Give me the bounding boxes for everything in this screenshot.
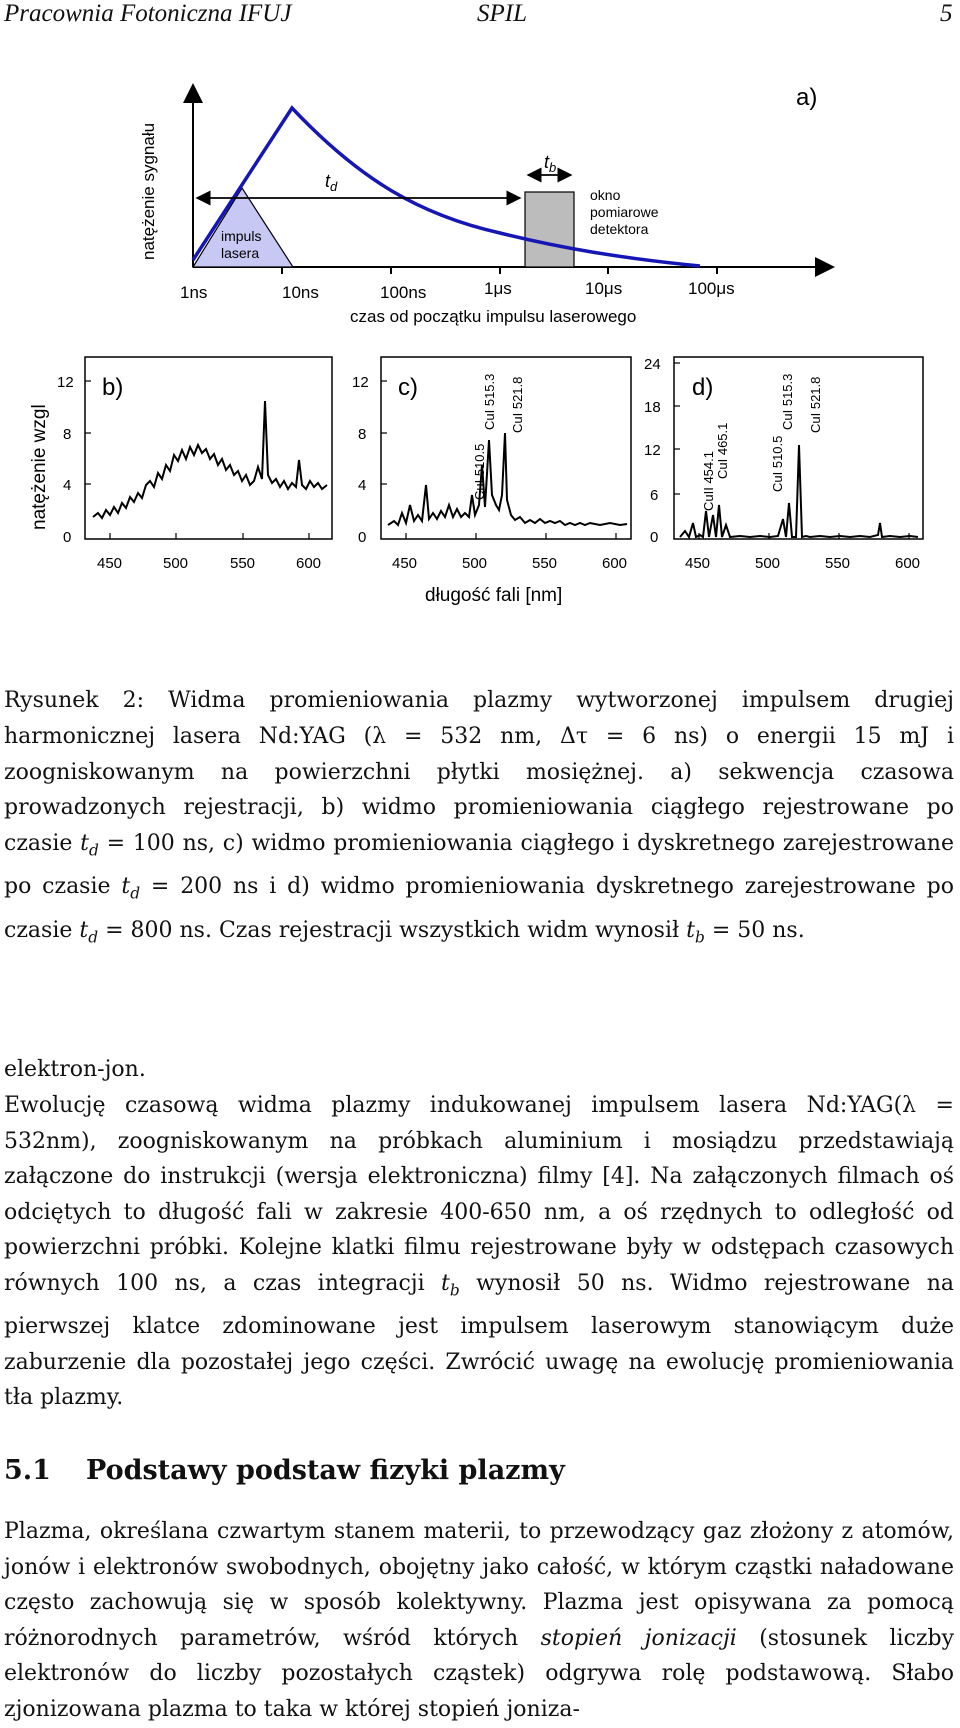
panel-label-d: d)	[692, 374, 714, 401]
d-ytick: 12	[644, 442, 661, 459]
window-label-1: okno	[590, 187, 621, 203]
section-title: Podstawy podstaw fizyki plazmy	[86, 1455, 565, 1486]
pulse-label-2: lasera	[221, 245, 260, 261]
caption-td-value: 200 ns	[180, 874, 259, 900]
figure-spectra	[0, 355, 960, 610]
tick-10ns: 10ns	[282, 283, 319, 302]
panel-a-ylabel: natężenie sygnału	[139, 122, 158, 260]
paragraph: elektron-jon.	[4, 1057, 146, 1082]
spectrum-c-line	[388, 433, 627, 525]
caption-text: i d) widmo promieniowania dyskretnego zarejestrowane po czasie	[4, 874, 954, 943]
d-ytick: 24	[644, 356, 661, 373]
caption-td-value: 800 ns	[130, 917, 205, 943]
c-line-label: CuI 521.8	[510, 376, 525, 433]
section-heading	[4, 1455, 565, 1486]
paragraph-text: (stosunek liczby elektronów do liczby pozostałych cząstek) odgrywa rolę podstawową. Słabo zjonizowana plazma to taka w której stopień joniza-	[4, 1625, 955, 1722]
tick-100us: 100μs	[688, 279, 735, 298]
paragraph-text: wynosił 50 ns. Widmo rejestrowane na pierwszej klatce zdominowane jest impulsem laserowym stanowiącym duże zaburzenie dla pozostałej jego części. Zwrócić uwagę na ewolucję promieniowania tła plazmy.	[4, 1270, 954, 1411]
figure-caption: Rysunek 2: Widma promieniowania plazmy wytworzonej impulsem drugiej harmonicznej lasera Nd:YAG (λ = 532 nm, Δτ = 6 ns) o energii 15 mJ i zoogniskowanym na powierzchni płytki mosiężnej. a) sekwencja czasowa prowadzonych rejestracji, b) widmo promieniowania ciągłego rejestrowane po czasie $t_d = 100$ ns, c) widmo promieniowania ciągłego i dyskretnego zarejestrowane po czasie $t_d = 200$ ns i d) widmo promieniowania dyskretnego zarejestrowane po czasie $t_d = 800$ ns. Czas rejestracji wszystkich widm wynosił $t_b = 50$ ns.	[4, 688, 954, 946]
caption-text: . Czas rejestracji wszystkich widm wynosił	[204, 917, 687, 943]
c-xtick: 450	[392, 555, 418, 572]
d-xtick: 450	[685, 555, 711, 572]
d-line-label: CuII 454.1	[701, 451, 716, 511]
running-header	[0, 0, 960, 28]
panel-label-a: a)	[796, 84, 818, 111]
caption-text: , c) widmo promieniowania ciągłego i dyskretnego zarejestrowane po czasie	[4, 831, 954, 900]
paragraph-text: Plazma, określana czwartym stanem materii, to przewodzący gaz złożony z atomów, jonów i elektronów swobodnych, obojętny jako całość, w którym cząstki naładowane często zachowują się w sposób kolektywny. Plazma jest opisywana za pomocą różnorodnych parametrów, wśród których	[4, 1519, 954, 1651]
window-label-2: pomiarowe	[590, 204, 659, 220]
panel-a-xlabel: czas od początku impulsu laserowego	[350, 307, 637, 326]
tick-100ns: 100ns	[380, 283, 427, 302]
b-ytick: 8	[63, 426, 72, 443]
c-ytick: 0	[358, 529, 367, 546]
emphasis-term: stopień jonizacji	[540, 1625, 737, 1651]
d-line-label: CuI 510.5	[770, 435, 785, 492]
spectra-ylabel: natężenie wzgl	[29, 404, 50, 530]
panel-label-c: c)	[398, 374, 418, 401]
d-ytick: 18	[644, 399, 661, 416]
b-ytick: 4	[63, 477, 72, 494]
td-label: $t_d$	[325, 171, 338, 194]
b-xtick: 600	[296, 555, 322, 572]
spectrum-b-line	[93, 401, 327, 518]
d-line-label: CuI 515.3	[780, 373, 795, 430]
caption-text: .	[797, 917, 805, 943]
b-xtick: 550	[230, 555, 256, 572]
tick-1ns: 1ns	[180, 283, 208, 302]
section-number: 5.1	[4, 1455, 51, 1486]
panel-c	[352, 357, 631, 572]
tick-1us: 1μs	[484, 279, 512, 298]
c-xtick: 600	[602, 555, 628, 572]
c-xtick: 500	[462, 555, 488, 572]
b-ytick: 12	[57, 374, 74, 391]
window-label-3: detektora	[590, 221, 649, 237]
c-line-label: CuI 510.5	[472, 443, 487, 500]
d-ytick: 6	[650, 487, 659, 504]
d-ytick: 0	[650, 529, 659, 546]
d-line-label: CuI 465.1	[715, 422, 730, 479]
d-xtick: 500	[755, 555, 781, 572]
panel-b	[57, 357, 332, 572]
d-line-label: CuI 521.8	[808, 376, 823, 433]
paragraph	[4, 1514, 954, 1728]
c-ytick: 4	[358, 477, 367, 494]
caption-td-value: 100 ns	[132, 831, 209, 857]
pulse-label-1: impuls	[221, 228, 262, 244]
caption-prefix: Rysunek 2:	[4, 688, 145, 713]
c-ytick: 8	[358, 426, 367, 443]
caption-text: Widma promieniowania plazmy wytworzonej impulsem drugiej harmonicznej lasera Nd:YAG (λ = 532 nm, Δτ = 6 ns) o energii 15 mJ i zoogniskowanym na powierzchni płytki mosiężnej. a) sekwencja czasowa prowadzonych rejestracji, b) widmo promieniowania ciągłego rejestrowane po czasie	[4, 688, 954, 857]
figure-panel-a	[0, 70, 960, 340]
b-xtick: 500	[163, 555, 189, 572]
page-number: 5	[940, 0, 953, 27]
d-xtick: 600	[895, 555, 921, 572]
detector-window	[525, 192, 574, 267]
header-center: SPIL	[477, 0, 527, 27]
c-xtick: 550	[532, 555, 558, 572]
c-line-label: CuI 515.3	[482, 373, 497, 430]
b-xtick: 450	[97, 555, 123, 572]
spectra-xlabel: długość fali [nm]	[425, 585, 563, 606]
d-xtick: 550	[825, 555, 851, 572]
caption-tb-value: 50 ns	[737, 917, 798, 943]
tb-label: $t_b$	[544, 152, 557, 175]
paragraph: Ewolucję czasową widma plazmy indukowanej impulsem lasera Nd:YAG(λ = 532nm), zoogniskowanym na próbkach aluminium i mosiądzu przedstawiają załączone do instrukcji (wersja elektroniczna) filmy [4]. Na załączonych filmach oś odciętych to długość fali w zakresie 400-650 nm, a oś rzędnych to odległość od powierzchni próbki. Kolejne klatki filmu rejestrowane były w odstępach czasowych równych 100 ns, a czas integracji $t_b$ wynosił 50 ns. Widmo rejestrowane na pierwszej klatce zdominowane jest impulsem laserowym stanowiącym duże zaburzenie dla pozostałej jego części. Zwrócić uwagę na ewolucję promieniowania tła plazmy.	[4, 1093, 954, 1411]
panel-d	[644, 356, 923, 572]
panel-label-b: b)	[102, 374, 124, 401]
b-ytick: 0	[63, 529, 72, 546]
c-ytick: 12	[352, 374, 369, 391]
paragraph-text: Ewolucję czasową widma plazmy indukowanej impulsem lasera Nd:YAG(λ = 532nm), zoogniskowanym na próbkach aluminium i mosiądzu przedstawiają załączone do instrukcji (wersja elektroniczna) filmy [4]. Na załączonych filmach oś odciętych to długość fali w zakresie 400-650 nm, a oś rzędnych to odległość od powierzchni próbki. Kolejne klatki filmu rejestrowane były w odstępach czasowych równych 100 ns, a czas integracji	[4, 1093, 954, 1296]
header-left: Pracownia Fotoniczna IFUJ	[4, 0, 292, 27]
tick-10us: 10μs	[585, 279, 623, 298]
